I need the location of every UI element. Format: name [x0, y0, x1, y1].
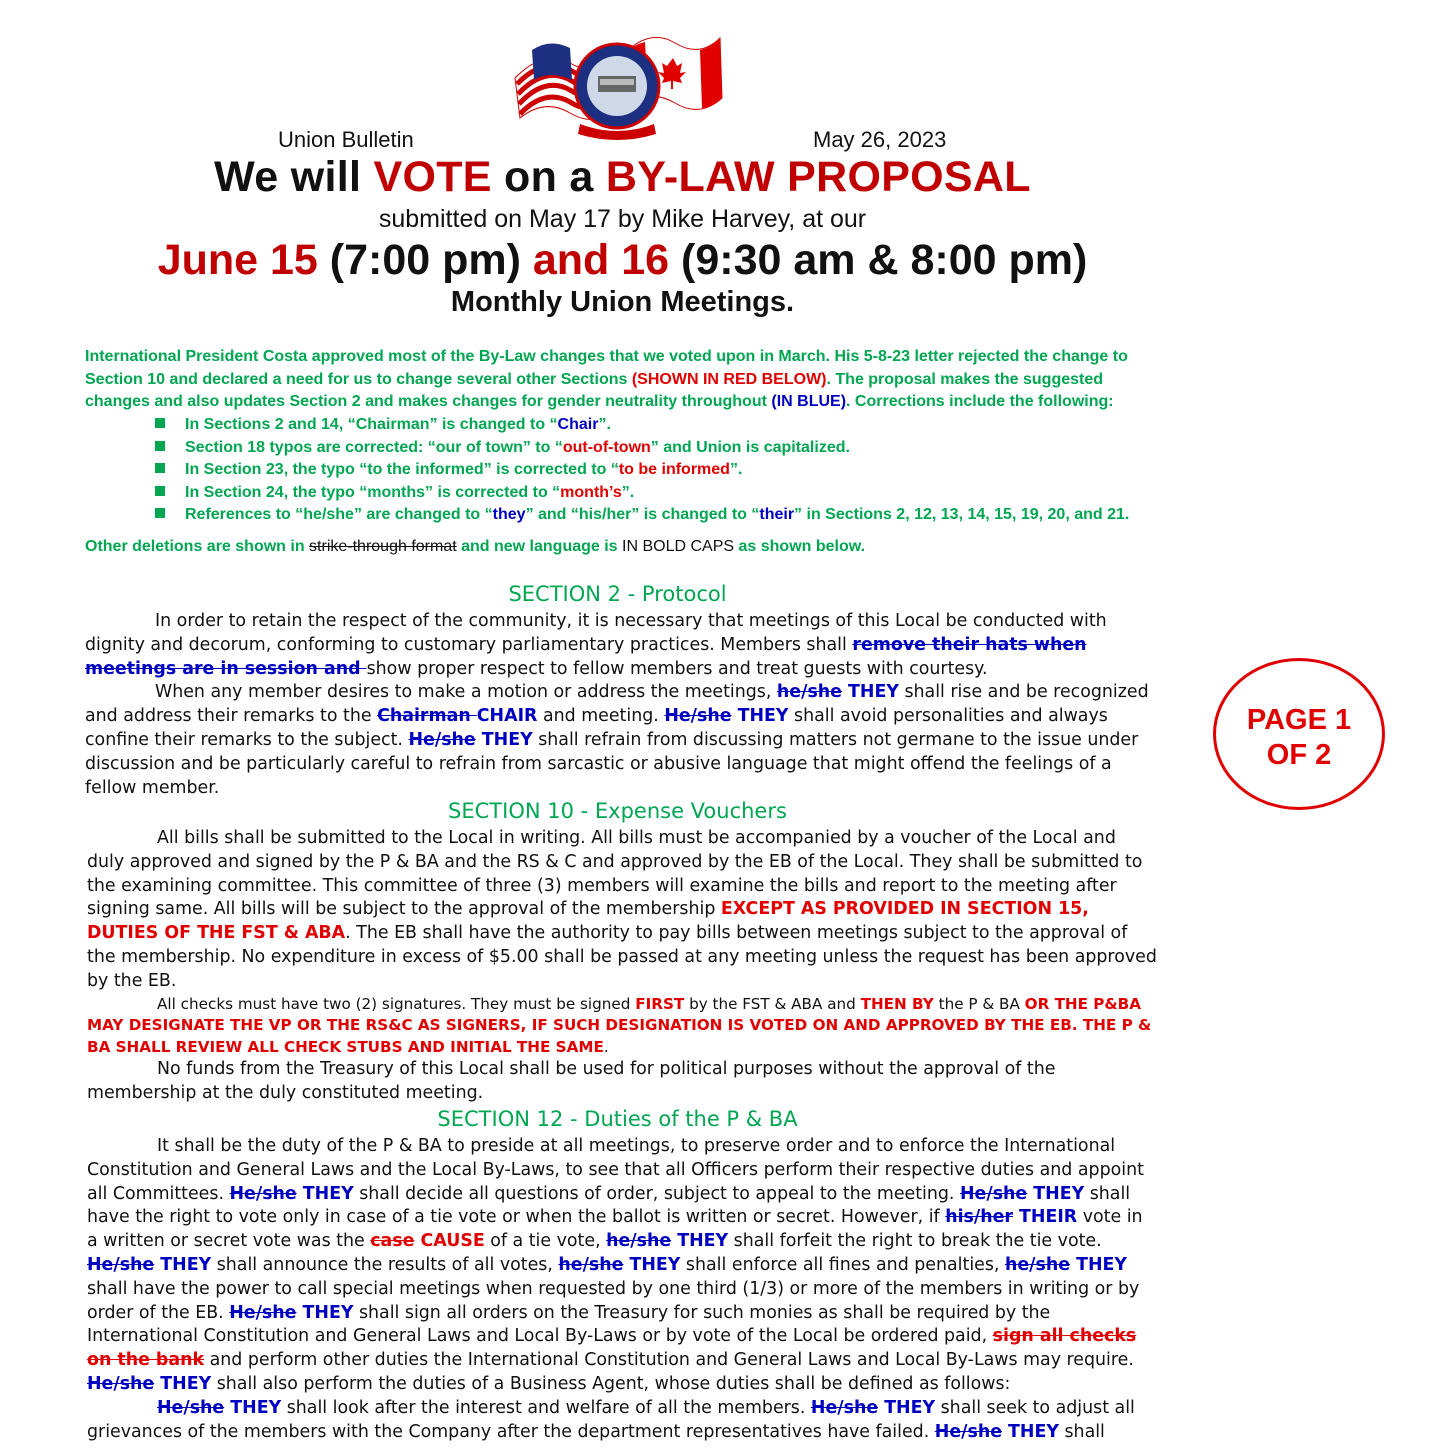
- deleted-text: He/she: [87, 1254, 155, 1275]
- deleted-text: Chairman: [377, 706, 477, 727]
- paragraph: [87, 1058, 1157, 1106]
- inserted-text: THEY: [475, 729, 533, 750]
- bulletin-date: May 26, 2023: [813, 127, 947, 152]
- inserted-text: THEIR: [1012, 1207, 1078, 1228]
- inserted-text: THEY: [296, 1302, 354, 1323]
- body-text: shall refrain from discussing matters not germane to the issue under discussion and be particularly careful to refrain from sarcastic or abusive language that might offend the feelings of a fellow member.: [85, 729, 1139, 798]
- paragraph: [85, 681, 1155, 800]
- inserted-text: THEY: [296, 1183, 354, 1204]
- deleted-text: He/she: [87, 1373, 155, 1394]
- body-text: by the FST & ABA and: [684, 994, 861, 1013]
- body-text: shall also perform the duties of a Business Agent, whose duties shall be defined as follows:: [211, 1373, 1011, 1394]
- bullet-icon: [155, 418, 165, 428]
- intro-paragraph: [85, 346, 1160, 414]
- inserted-text: THEY: [154, 1373, 212, 1394]
- bullet-text: ” and “his/her” is changed to “: [525, 506, 760, 523]
- headline: [0, 153, 1245, 202]
- headline-vote: VOTE: [373, 153, 492, 201]
- inserted-text: CHAIR: [476, 706, 538, 727]
- paragraph: [85, 610, 1155, 681]
- headline-part: on a: [491, 153, 606, 201]
- bullet-text: In Section 24, the typo “months” is corrected to “: [185, 483, 561, 501]
- inserted-text-red: EXCEPT AS PROVIDED IN SECTION 15, DUTIES OF THE FST & ABA: [87, 899, 1089, 944]
- section-2-title: SECTION 2 - Protocol: [508, 582, 727, 606]
- bullet-text: In Sections 2 and 14, “Chairman” is changed to “: [185, 416, 558, 433]
- paragraph: [87, 827, 1157, 994]
- body-text: shall forfeit the right to break the tie vote.: [728, 1231, 1102, 1252]
- page-stamp: [1213, 658, 1385, 810]
- format-legend: [85, 536, 1160, 559]
- deleted-text: He/she: [810, 1397, 879, 1418]
- intro-text: . The proposal makes the suggested changes and also updates Section 2 and makes changes for gender neutrality throughout: [85, 370, 1104, 410]
- time-part: (9:30 am & 8:00 pm): [669, 236, 1088, 284]
- deleted-text: He/she: [229, 1302, 297, 1323]
- body-text: and meeting.: [537, 706, 665, 727]
- section-12-title: SECTION 12 - Duties of the P & BA: [437, 1107, 798, 1131]
- bullet-text: ” in Sections 2, 12, 13, 14, 15, 19, 20, and 21.: [794, 506, 1130, 523]
- body-text: No funds from the Treasury of this Local shall be used for political purposes without the approval of the membership at the duly constituted meeting.: [87, 1059, 1056, 1103]
- bullet-text: ”.: [598, 416, 611, 433]
- body-text: shall have the power to call special meetings when requested by one third (1/3) or more of the members in writing or by order of the EB.: [87, 1278, 1140, 1323]
- list-item: [155, 504, 1129, 527]
- body-text: shall avoid personalities and always confine their remarks to the subject.: [85, 706, 1108, 750]
- deleted-text: he/she: [606, 1231, 672, 1252]
- legend-text: Other deletions are shown in: [85, 538, 310, 555]
- body-text: show proper respect to fellow members and treat guests with courtesy.: [366, 658, 988, 679]
- body-text: shall announce the results of all votes,: [211, 1254, 559, 1275]
- bullet-highlight: they: [492, 506, 526, 523]
- body-text: of a tie vote,: [484, 1231, 607, 1252]
- deleted-text: He/she: [934, 1421, 1002, 1442]
- inserted-text: THEY: [731, 706, 789, 727]
- bullet-text: References to “he/she” are changed to “: [185, 506, 493, 523]
- bullet-highlight: Chair: [557, 416, 599, 433]
- body-text: In order to retain the respect of the community, it is necessary that meetings of this Local be conducted with dignity and decorum, conforming to customary parliamentary practices. Members shall: [85, 611, 1107, 655]
- deleted-text: he/she: [776, 682, 842, 703]
- intro-text: . Corrections include the following:: [846, 393, 1114, 410]
- inserted-text-red: THEN BY: [860, 994, 934, 1013]
- body-text: shall: [1058, 1421, 1105, 1442]
- intro-blue-note: (IN BLUE): [771, 393, 847, 410]
- deleted-text: He/she: [960, 1183, 1028, 1204]
- section-12-body: [87, 1135, 1157, 1444]
- body-text: and perform other duties the International Constitution and General Laws and Local By-Laws may require.: [204, 1350, 1134, 1371]
- inserted-text: THEY: [154, 1254, 212, 1275]
- subheadline: submitted on May 17 by Mike Harvey, at our: [378, 205, 867, 233]
- legend-strike: strike-through format: [309, 538, 457, 555]
- body-text: shall seek to adjust all grievances of the members with the Company after the department representatives have failed.: [87, 1397, 1135, 1442]
- deleted-text-red: sign all checks on the bank: [87, 1326, 1137, 1371]
- inserted-text: THEY: [1070, 1254, 1127, 1275]
- inserted-text: THEY: [878, 1397, 936, 1418]
- bullet-text: ”.: [621, 483, 635, 501]
- inserted-text: THEY: [1002, 1421, 1059, 1442]
- inserted-text-red: CAUSE: [414, 1231, 485, 1252]
- legend-caps: IN BOLD CAPS: [622, 538, 735, 555]
- body-text: shall look after the interest and welfare of all the members.: [281, 1397, 811, 1418]
- headline-part: We will: [214, 153, 374, 201]
- intro-red-note: (SHOWN IN RED BELOW): [631, 370, 827, 388]
- deleted-text: his/her: [945, 1207, 1013, 1228]
- body-text: shall have the right to vote only in case of a tie vote or when the ballot is written or secret. However, if: [87, 1183, 1131, 1228]
- deleted-text-red: case: [370, 1231, 415, 1252]
- bullet-icon: [155, 508, 165, 518]
- inserted-text: THEY: [841, 682, 899, 703]
- body-text: All bills shall be submitted to the Local in writing. All bills must be accompanied by a voucher of the Local and duly approved and signed by the P & BA and the RS & C and approved by the EB of the Local. They shall be submitted to the examining committee. This committee of three (3) members will examine the bills and report to the meeting after signing same. All bills will be subject to the approval of the membership: [87, 828, 1143, 920]
- inserted-text-red: OR THE P&BA MAY DESIGNATE THE VP OR THE RS&C AS SIGNERS, IF SUCH DESIGNATION IS VOTED ON AND APPROVED BY THE EB. THE P & BA SHALL REVIEW ALL CHECK STUBS AND INITIAL THE SAME: [87, 994, 1152, 1056]
- bullet-icon: [155, 486, 165, 496]
- section-10-title: SECTION 10 - Expense Vouchers: [448, 799, 787, 823]
- list-item: [155, 482, 1129, 505]
- deleted-text: he/she: [1004, 1254, 1071, 1275]
- body-text: shall decide all questions of order, subject to appeal to the meeting.: [353, 1183, 960, 1204]
- body-text: shall enforce all fines and penalties,: [680, 1254, 1005, 1275]
- bulletin-label: Union Bulletin: [278, 127, 414, 152]
- bullet-highlight: to be informed: [618, 461, 730, 478]
- section-10-body: [87, 827, 1157, 1106]
- deleted-text: remove their hats when meetings are in session and: [85, 634, 1087, 679]
- bullet-icon: [155, 463, 165, 473]
- inserted-text: THEY: [671, 1231, 729, 1252]
- body-text: vote in a written or secret vote was the: [87, 1207, 1143, 1252]
- meeting-dates: [0, 236, 1245, 285]
- headline-bylaw: BY-LAW PROPOSAL: [605, 153, 1031, 201]
- bullet-text: ” and Union is capitalized.: [650, 438, 850, 456]
- bullet-text: ”.: [729, 461, 743, 478]
- union-logo: [510, 8, 725, 143]
- meetings-label: Monthly Union Meetings.: [450, 286, 795, 318]
- paragraph: [87, 1135, 1157, 1397]
- inserted-text: THEY: [224, 1397, 282, 1418]
- section-2-body: [85, 610, 1155, 800]
- bullet-highlight: their: [759, 506, 795, 523]
- bullet-text: In Section 23, the typo “to the informed” is corrected to “: [185, 461, 619, 478]
- body-text: It shall be the duty of the P & BA to preside at all meetings, to preserve order and to enforce the International Constitution and General Laws and the Local By-Laws, to see that all Officers perform their respective duties and appoint all Committees.: [87, 1136, 1144, 1204]
- time-part: (7:00 pm): [317, 236, 533, 284]
- body-text: shall rise and be recognized and address their remarks to the: [85, 682, 1149, 727]
- legend-text: as shown below.: [734, 538, 866, 555]
- deleted-text: He/she: [157, 1397, 225, 1418]
- date-june-15: June 15: [157, 236, 318, 284]
- inserted-text: THEY: [623, 1254, 681, 1275]
- inserted-text-red: FIRST: [635, 994, 685, 1013]
- bullet-highlight: month’s: [560, 483, 622, 501]
- list-item: [155, 437, 1129, 460]
- stamp-line: OF 2: [1266, 739, 1332, 771]
- body-text: All checks must have two (2) signatures. They must be signed: [157, 994, 636, 1013]
- deleted-text: He/she: [229, 1183, 297, 1204]
- intro-text: International President Costa approved most of the By-Law changes that we voted upon in March. His 5-8-23 letter rejected the change to Section 10 and declared a need for us to change several other Sections: [85, 348, 1128, 388]
- bullet-icon: [155, 441, 165, 451]
- deleted-text: He/she: [664, 706, 732, 727]
- list-item: [155, 459, 1129, 482]
- corrections-list: [155, 414, 1129, 527]
- body-text: the P & BA: [933, 994, 1025, 1013]
- list-item: [155, 414, 1129, 437]
- deleted-text: he/she: [558, 1254, 624, 1275]
- bullet-text: Section 18 typos are corrected: “our of town” to “: [185, 438, 563, 456]
- deleted-text: He/she: [408, 729, 476, 750]
- inserted-text: THEY: [1027, 1183, 1085, 1204]
- bullet-highlight: out-of-town: [562, 438, 651, 456]
- body-text: shall sign all orders on the Treasury for such monies as shall be required by the International Constitution and General Laws and Local By-Laws or by vote of the Local be ordered paid,: [87, 1302, 1051, 1347]
- legend-text: and new language is: [456, 538, 623, 555]
- paragraph: [87, 1397, 1157, 1445]
- date-16: and 16: [532, 236, 670, 284]
- body-text: .: [603, 1037, 609, 1056]
- stamp-line: PAGE 1: [1246, 704, 1352, 736]
- paragraph: [87, 994, 1157, 1059]
- body-text: . The EB shall have the authority to pay bills between meetings subject to the approval of the membership. No expenditure in excess of $5.00 shall be passed at any meeting unless the request has been approved by the EB.: [87, 923, 1157, 991]
- body-text: When any member desires to make a motion or address the meetings,: [155, 682, 777, 703]
